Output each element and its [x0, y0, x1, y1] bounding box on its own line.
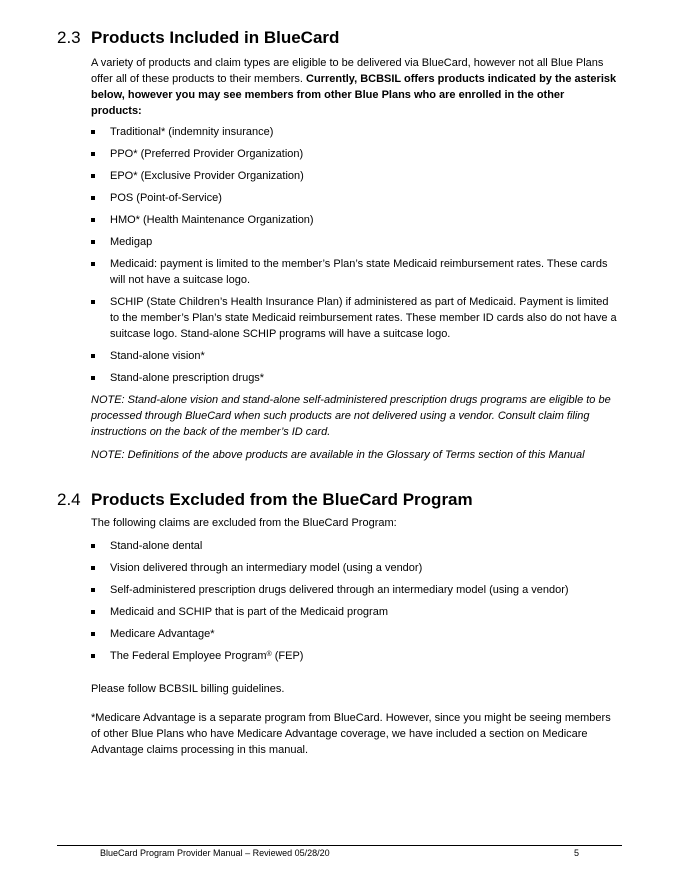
fep-text: The Federal Employee Program — [110, 650, 267, 662]
section-body — [91, 515, 618, 758]
list-item: HMO* (Health Maintenance Organization) — [91, 212, 618, 228]
section-number: 2.3 — [57, 28, 81, 47]
list-item: Traditional* (indemnity insurance) — [91, 124, 618, 140]
list-item: Stand-alone prescription drugs* — [91, 370, 618, 386]
list-item: PPO* (Preferred Provider Organization) — [91, 146, 618, 162]
section-2-4 — [0, 490, 680, 756]
section-title: Products Included in BlueCard — [91, 28, 340, 47]
billing-paragraph: Please follow BCBSIL billing guidelines. — [91, 683, 285, 695]
list-item: Self-administered prescription drugs delivered through an intermediary model (using a vendor) — [91, 582, 618, 598]
list-item: POS (Point-of-Service) — [91, 190, 618, 206]
excluded-products-list — [91, 538, 618, 664]
list-item: Medicare Advantage* — [91, 626, 618, 642]
list-item-fep — [91, 648, 618, 664]
intro-bold-text: Currently, BCBSIL offers products indicated by the asterisk below, however you may see members from other Blue Plans who are enrolled in the other products: — [91, 73, 617, 117]
footnote-paragraph: *Medicare Advantage is a separate program from BlueCard. However, since you might be seeing members of other Blue Plans who have Medicare Advantage coverage, we have included a section on Medicare Advantage claims processing in this manual. — [91, 712, 611, 756]
list-item: EPO* (Exclusive Provider Organization) — [91, 168, 618, 184]
list-item: Stand-alone dental — [91, 538, 618, 554]
intro-text: A variety of products and claim types are eligible to be delivered via BlueCard, however not all Blue Plans offer all of these products to their members. — [91, 57, 604, 85]
list-item: Stand-alone vision* — [91, 348, 618, 364]
list-item: Medicaid: payment is limited to the member’s Plan’s state Medicaid reimbursement rates. These cards will not have a suitcase logo. — [91, 256, 618, 288]
section-title: Products Excluded from the BlueCard Program — [91, 490, 473, 509]
section-number: 2.4 — [57, 490, 81, 509]
section-body — [91, 55, 618, 463]
registered-mark: ® — [266, 651, 272, 658]
included-products-list — [91, 124, 618, 386]
section-heading — [0, 490, 680, 512]
note-vendor: NOTE: Stand-alone vision and stand-alone self-administered prescription drugs programs are eligible to be processed through BlueCard when such products are not delivered using a vendor. Consult claim filing instructions on the back of the member’s ID card. — [91, 394, 611, 438]
page-number: 5 — [574, 848, 580, 858]
list-item: Medicaid and SCHIP that is part of the Medicaid program — [91, 604, 618, 620]
intro-paragraph — [91, 55, 618, 119]
intro-paragraph: The following claims are excluded from the BlueCard Program: — [91, 517, 397, 529]
section-heading — [0, 28, 680, 50]
list-item: Medigap — [91, 234, 618, 250]
footer-rule — [57, 845, 622, 846]
footer-title: BlueCard Program Provider Manual – Reviewed 05/28/20 — [100, 848, 330, 858]
fep-abbrev: (FEP) — [271, 650, 304, 662]
list-item: SCHIP (State Children’s Health Insurance Plan) if administered as part of Medicaid. Payment is limited to the member’s Plan’s state Medicaid reimbursement rates. These member ID cards also do not have a suitcase logo. Stand-alone SCHIP programs will have a suitcase logo. — [91, 294, 618, 342]
list-item: Vision delivered through an intermediary model (using a vendor) — [91, 560, 618, 576]
note-glossary: NOTE: Definitions of the above products are available in the Glossary of Terms section of this Manual — [91, 449, 585, 461]
section-2-3 — [0, 28, 680, 461]
